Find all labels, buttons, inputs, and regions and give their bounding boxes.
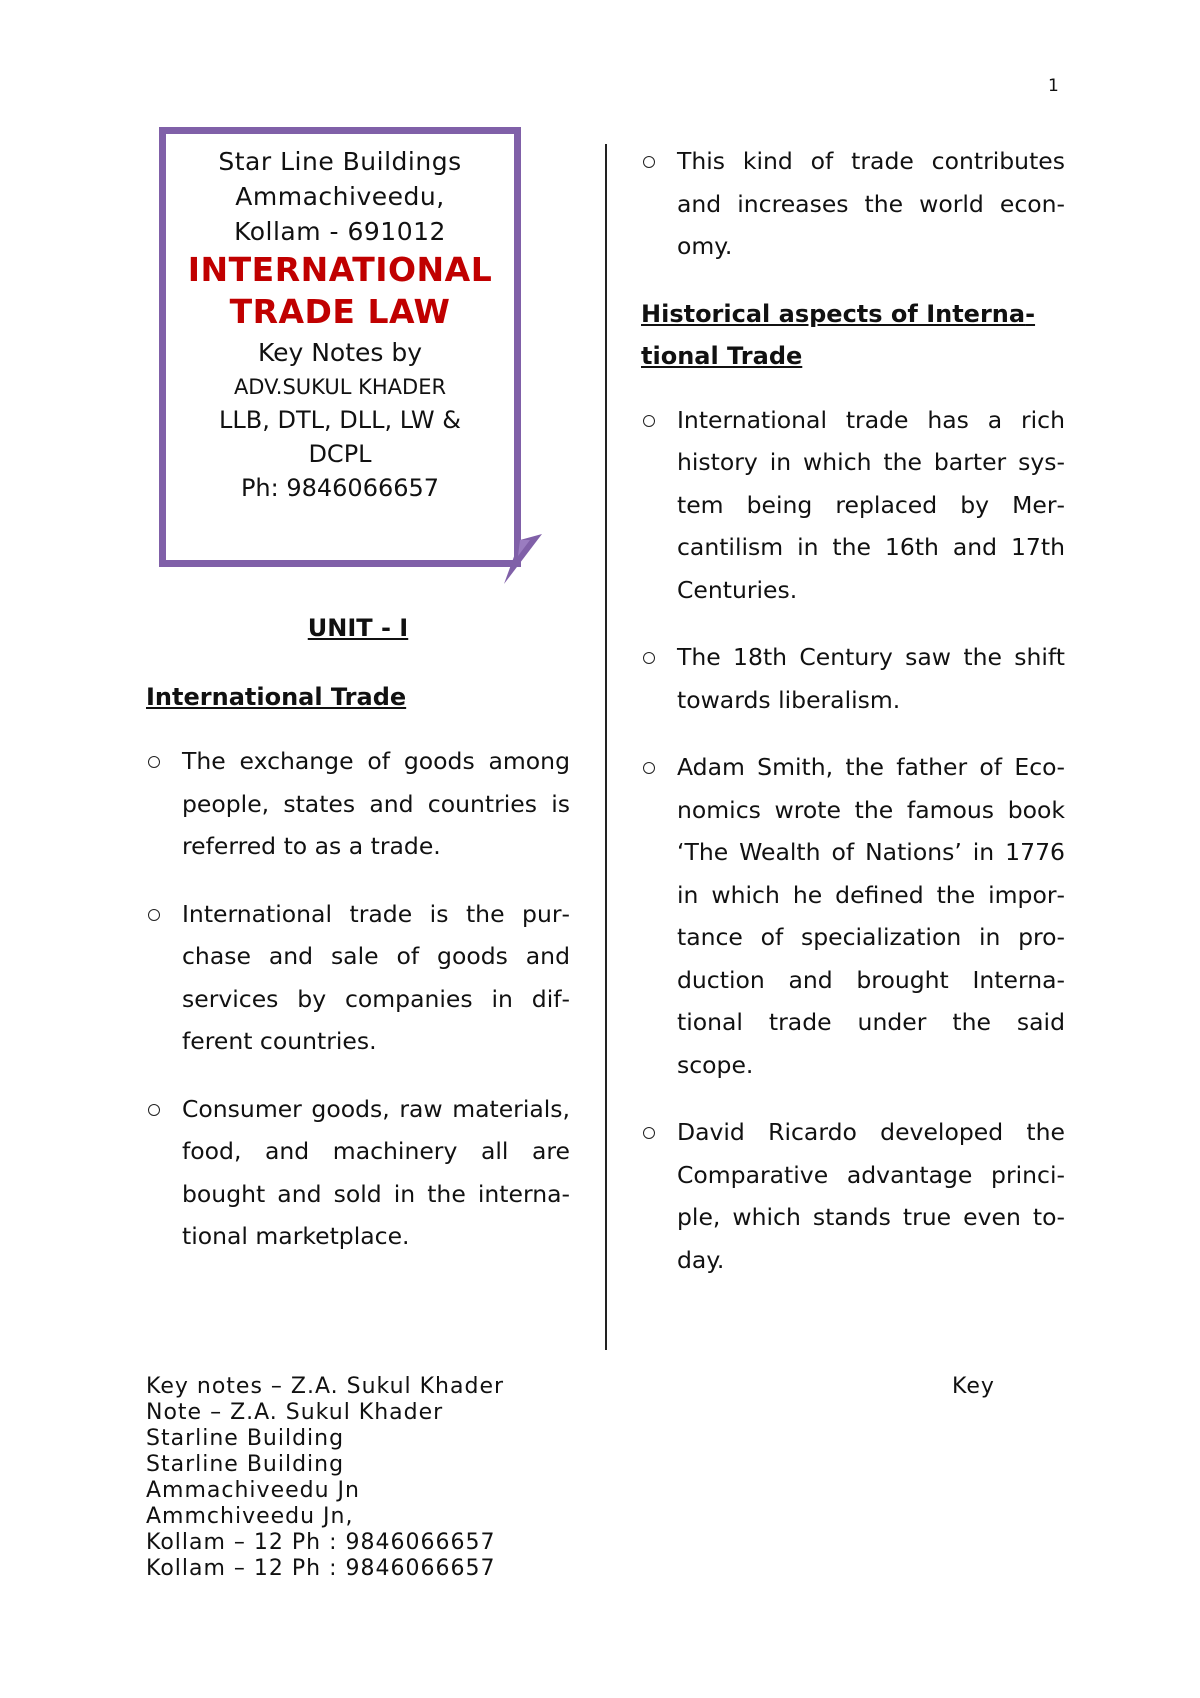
column-divider <box>605 144 607 1350</box>
footer-line: Kollam – 12 Ph : 9846066657 <box>146 1530 496 1555</box>
footer-line: Kollam – 12 Ph : 9846066657 <box>146 1556 496 1581</box>
address-line-2: Ammachiveedu, <box>235 182 445 211</box>
footer <box>146 1374 504 1582</box>
key-notes-by: Key Notes by <box>257 338 423 367</box>
document-title-line-1: INTERNATIONAL <box>187 250 493 289</box>
section-heading-international-trade: International Trade <box>146 683 407 711</box>
address-line-3: Kollam - 691012 <box>234 217 446 246</box>
footer-line: Ammachiveedu Jn <box>146 1478 360 1503</box>
page-number: 1 <box>1048 76 1059 96</box>
document-title-line-2: TRADE LAW <box>229 292 451 331</box>
bullet-icon <box>643 652 655 664</box>
list-item: The 18th Century saw the shift towards liberalism. <box>641 636 1065 721</box>
bullet-icon <box>643 762 655 774</box>
bullet-icon <box>148 756 160 768</box>
page-curl-icon <box>498 526 558 586</box>
footer-line: Note – Z.A. Sukul Khader <box>146 1400 444 1425</box>
right-column <box>641 140 1065 1306</box>
list-item: David Ricardo developed the Comparative advantage principle, which stands true even today. <box>641 1111 1065 1281</box>
bullet-icon <box>643 1127 655 1139</box>
left-section <box>146 676 570 1283</box>
list-item: Consumer goods, raw materials, food, and machinery all are bought and sold in the international marketplace. <box>146 1088 570 1258</box>
bullet-list <box>146 740 570 1258</box>
unit-heading: UNIT - I <box>307 614 409 642</box>
list-item: The exchange of goods among people, states and countries is referred to as a trade. <box>146 740 570 868</box>
author-phone: Ph: 9846066657 <box>240 474 440 502</box>
title-box <box>159 127 521 567</box>
bullet-list <box>641 140 1065 268</box>
list-item: International trade has a rich history in which the barter system being replaced by Mercantilism in the 16th and 17th Centuries. <box>641 399 1065 612</box>
bullet-icon <box>148 909 160 921</box>
bullet-list <box>641 399 1065 1282</box>
footer-line: Ammchiveedu Jn, <box>146 1504 354 1529</box>
footer-right-text: Key <box>952 1374 995 1399</box>
footer-line: Key notes – Z.A. Sukul Khader <box>146 1374 505 1399</box>
footer-line: Starline Building <box>146 1426 345 1451</box>
address-line-1: Star Line Buildings <box>218 147 462 176</box>
list-item: International trade is the purchase and sale of goods and services by companies in different countries. <box>146 893 570 1063</box>
list-item: Adam Smith, the father of Economics wrote the famous book ‘The Wealth of Nations’ in 1776 in which he defined the importance of specialization in production and brought International trade under the said scope. <box>641 746 1065 1086</box>
qualifications-line-1: LLB, DTL, DLL, LW & <box>219 406 461 434</box>
author-name: ADV.SUKUL KHADER <box>233 375 447 399</box>
bullet-icon <box>148 1104 160 1116</box>
list-item: This kind of trade contributes and increases the world economy. <box>641 140 1065 268</box>
footer-line: Starline Building <box>146 1452 345 1477</box>
bullet-icon <box>643 415 655 427</box>
qualifications-line-2: DCPL <box>308 440 372 468</box>
section-heading-historical-aspects: Historical aspects of International Trade <box>641 299 1036 370</box>
bullet-icon <box>643 156 655 168</box>
